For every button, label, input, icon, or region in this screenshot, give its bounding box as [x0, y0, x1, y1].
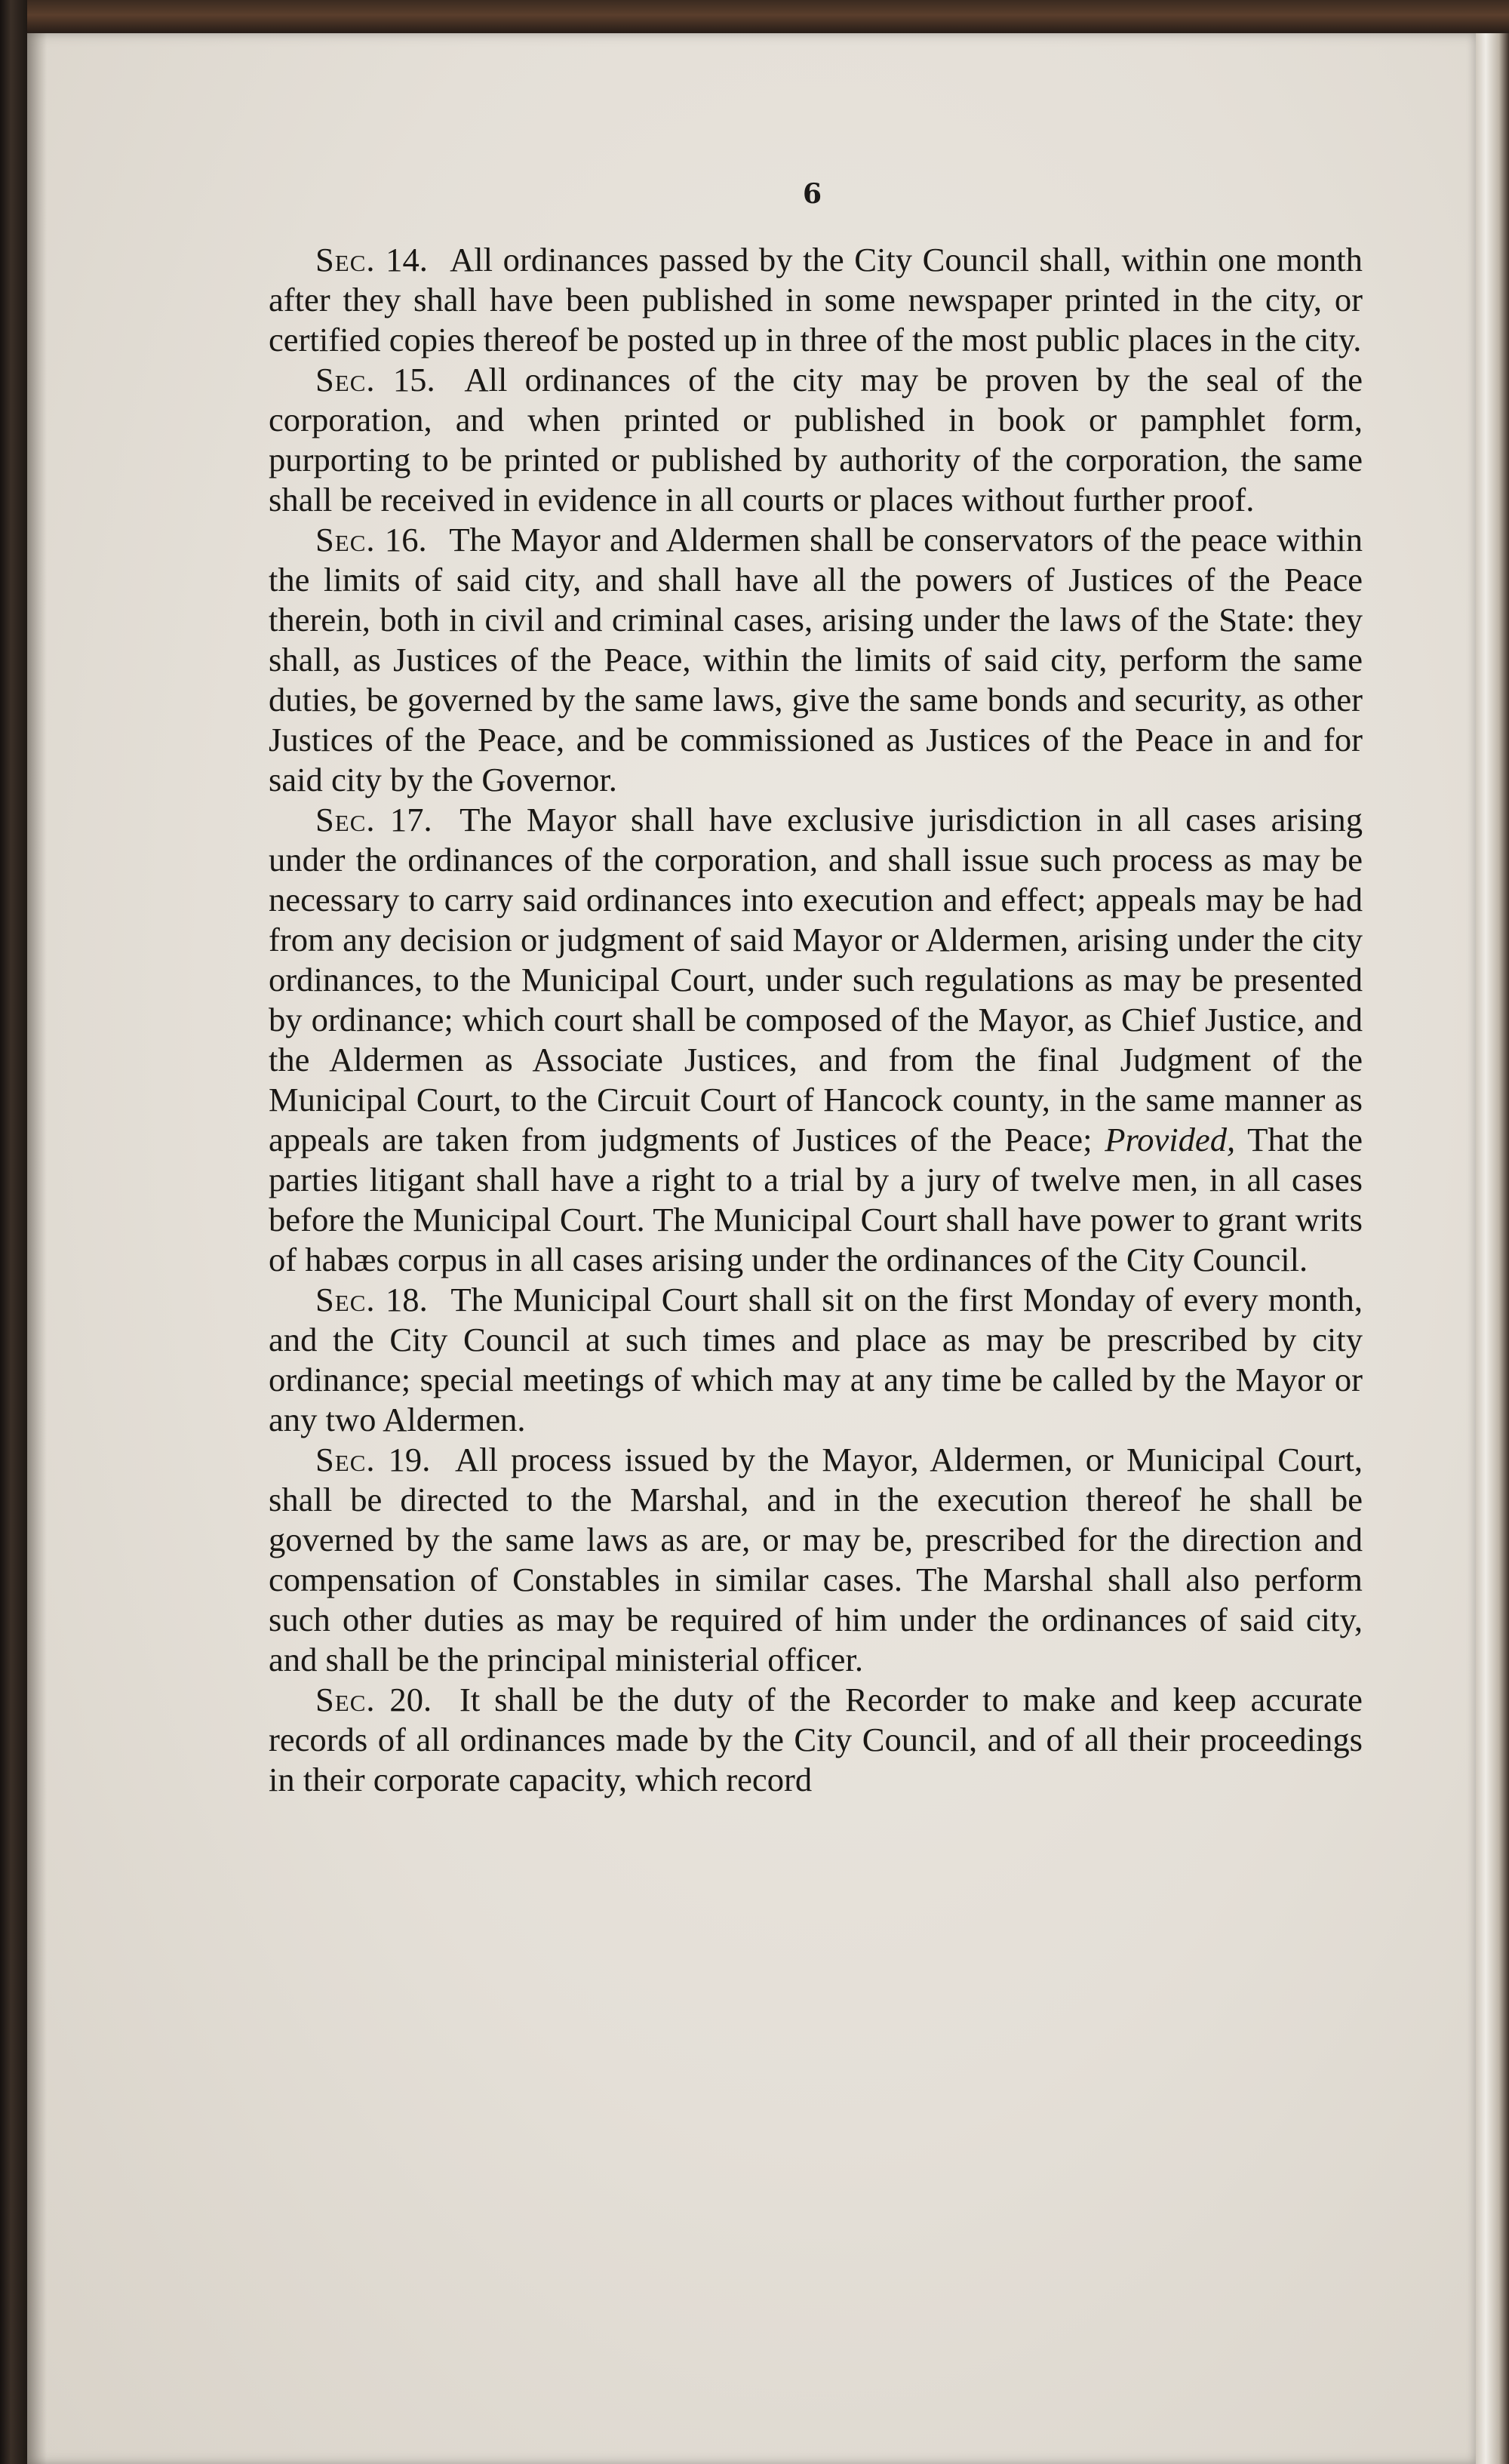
- section-text: All ordinances passed by the City Council shall, within one month after they shall have been published in some newspaper printed in the city, or certified copies thereof be posted up in three of the most public places in the city.: [269, 241, 1363, 358]
- section-16: [269, 520, 1363, 800]
- section-19: [269, 1440, 1363, 1680]
- section-text-continued: That the parties litigant shall have a right to a trial by a jury of twelve men, in all cases before the Municipal Court. The Municipal Court shall have power to grant writs of habæs corpus in all cases arising under the ordinances of the City Council.: [269, 1121, 1363, 1278]
- section-text: The Mayor shall have exclusive jurisdiction in all cases arising under the ordinances of the corporation, and shall issue such process as may be necessary to carry said ordinances into execution and effect; appeals may be had from any decision or judgment of said Mayor or Aldermen, arising under the city ordinances, to the Municipal Court, under such regulations as may be presented by ordinance; which court shall be composed of the Mayor, as Chief Justice, and the Aldermen as Associate Justices, and from the final Judgment of the Municipal Court, to the Circuit Court of Hancock county, in the same manner as appeals are taken from judgments of Justices of the Peace;: [269, 801, 1363, 1158]
- section-number: 20.: [389, 1681, 432, 1718]
- section-number: 17.: [389, 801, 432, 838]
- provided-italic: Provided,: [1105, 1121, 1236, 1158]
- section-text: The Municipal Court shall sit on the first Monday of every month, and the City Council at such times and place as may be prescribed by city ordinance; special meetings of which may at any time be called by the Mayor or any two Aldermen.: [269, 1281, 1363, 1438]
- section-18: [269, 1280, 1363, 1440]
- section-text: All ordinances of the city may be proven by the seal of the corporation, and when printed or published in book or pamphlet form, purporting to be printed or published by authority of the corporation, the same shall be received in evidence in all courts or places without further proof.: [269, 361, 1363, 518]
- section-label: Sec.: [315, 801, 376, 838]
- body-text: [269, 240, 1363, 1800]
- section-14: [269, 240, 1363, 360]
- page-edge: [1476, 33, 1509, 2464]
- section-17: [269, 800, 1363, 1280]
- section-number: 18.: [385, 1281, 428, 1318]
- section-label: Sec.: [315, 361, 376, 398]
- section-number: 14.: [386, 241, 428, 278]
- section-label: Sec.: [315, 1441, 376, 1478]
- section-label: Sec.: [315, 1681, 376, 1718]
- book-binding: [0, 0, 27, 2464]
- section-20: [269, 1680, 1363, 1800]
- section-text: It shall be the duty of the Recorder to make and keep accurate records of all ordinances made by the City Council, and of all their proceedings in their corporate capacity, which record: [269, 1681, 1363, 1798]
- section-15: [269, 360, 1363, 520]
- section-number: 15.: [392, 361, 435, 398]
- section-text: All process issued by the Mayor, Aldermen, or Municipal Court, shall be directed to the Marshal, and in the execution thereof he shall be governed by the same laws as are, or may be, prescribed for the direction and compensation of Constables in similar cases. The Marshal shall also perform such other duties as may be required of him under the ordinances of said city, and shall be the principal ministerial officer.: [269, 1441, 1363, 1678]
- section-number: 16.: [384, 521, 427, 558]
- section-label: Sec.: [315, 521, 376, 558]
- page-number: 6: [803, 178, 822, 210]
- section-label: Sec.: [315, 1281, 376, 1318]
- gutter-shadow: [27, 33, 47, 2464]
- section-label: Sec.: [315, 241, 376, 278]
- section-text: The Mayor and Aldermen shall be conservators of the peace within the limits of said city, and shall have all the powers of Justices of the Peace therein, both in civil and criminal cases, arising under the laws of the State: they shall, as Justices of the Peace, within the limits of said city, perform the same duties, be governed by the same laws, give the same bonds and security, as other Justices of the Peace, and be commissioned as Justices of the Peace in and for said city by the Governor.: [269, 521, 1363, 798]
- section-number: 19.: [388, 1441, 431, 1478]
